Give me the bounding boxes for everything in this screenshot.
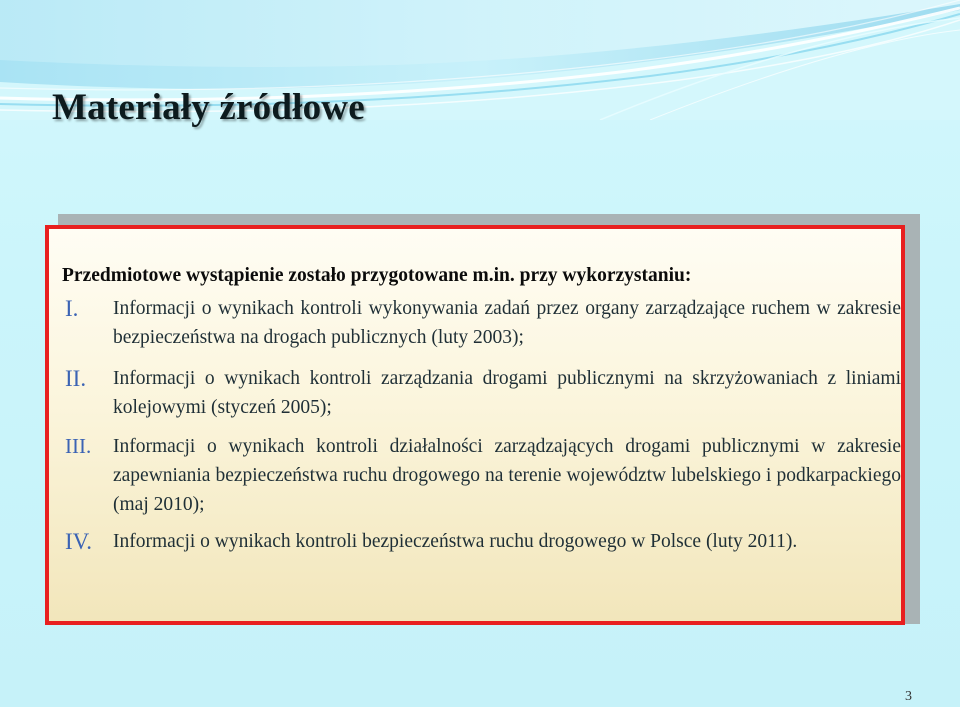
item-numeral: III.: [65, 434, 92, 458]
list-item-2: [65, 364, 901, 422]
slide-title: Materiały źródłowe: [52, 87, 365, 128]
item-text: Informacji o wynikach kontroli bezpieczeństwa ruchu drogowego w Polsce (luty 2011).: [113, 531, 798, 552]
intro-text: Przedmiotowe wystąpienie zostało przygotowane m.in. przy wykorzystaniu:: [62, 265, 692, 286]
list-item-1: [65, 294, 901, 352]
page-number: 3: [905, 689, 912, 704]
content-box: [45, 225, 905, 625]
list-item-3: [65, 432, 901, 519]
item-text: Informacji o wynikach kontroli zarządzania drogami publicznymi na skrzyżowaniach z liniami kolejowymi (styczeń 2005);: [113, 368, 901, 418]
item-numeral: IV.: [65, 529, 93, 554]
item-numeral: II.: [65, 366, 87, 391]
list-item-4: [65, 527, 901, 556]
item-text: Informacji o wynikach kontroli wykonywania zadań przez organy zarządzające ruchem w zakresie bezpieczeństwa na drogach publicznych (luty 2003);: [113, 298, 901, 348]
item-text: Informacji o wynikach kontroli działalności zarządzających drogami publicznymi w zakresie zapewniania bezpieczeństwa ruchu drogowego na terenie województw lubelskiego i podkarpackiego (maj 2010);: [113, 436, 901, 515]
item-numeral: I.: [65, 296, 79, 321]
